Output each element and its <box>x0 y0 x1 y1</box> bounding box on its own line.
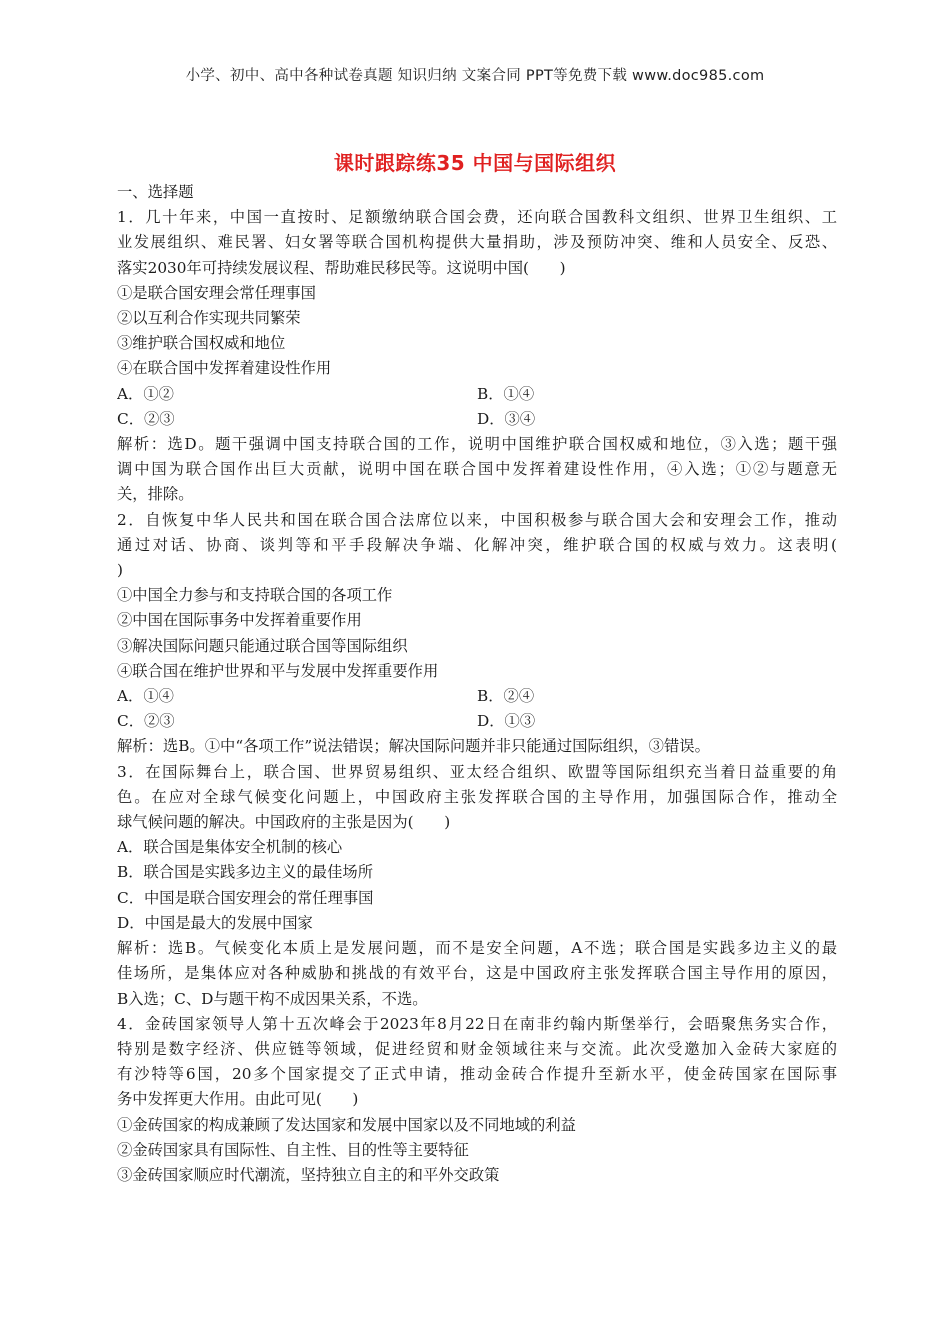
statement-item: ③解决国际问题只能通过联合国等国际组织 <box>117 636 408 655</box>
question-stem-line: 2．自恢复中华人民共和国在联合国合法席位以来，中国积极参与联合国大会和安理会工作，推动 <box>117 510 837 529</box>
question-stem-line: 通过对话、协商、谈判等和平手段解决争端、化解冲突，维护联合国的权威与效力。这表明( <box>117 535 837 554</box>
question-stem-line: 色。在应对全球气候变化问题上，中国政府主张发挥联合国的主导作用，加强国际合作，推动全 <box>117 787 837 806</box>
analysis-line: 佳场所，是集体应对各种威胁和挑战的有效平台，这是中国政府主张发挥联合国主导作用的原因， <box>117 964 837 983</box>
question-3 <box>117 760 837 1012</box>
answer-option: B．①④ <box>477 384 535 403</box>
answer-options-row <box>117 407 837 432</box>
analysis-line: 调中国为联合国作出巨大贡献，说明中国在联合国中发挥着建设性作用，④入选；①②与题意无 <box>117 460 837 479</box>
question-stem-line: 有沙特等6国，20多个国家提交了正式申请，推动金砖合作提升至新水平，使金砖国家在国际事 <box>117 1065 837 1084</box>
question-1 <box>117 205 837 507</box>
question-stem-line: 3．在国际舞台上，联合国、世界贸易组织、亚太经合组织、欧盟等国际组织充当着日益重要的角 <box>117 762 837 781</box>
page-header-banner: 小学、初中、高中各种试卷真题 知识归纳 文案合同 PPT等免费下载 www.doc985.com <box>185 68 765 84</box>
statement-item: ①金砖国家的构成兼顾了发达国家和发展中国家以及不同地域的利益 <box>117 1115 576 1134</box>
question-stem-line: ) <box>117 561 123 580</box>
answer-option: A．①④ <box>117 687 174 706</box>
statement-item: ②金砖国家具有国际性、自主性、目的性等主要特征 <box>117 1140 469 1159</box>
question-4 <box>117 1012 837 1188</box>
answer-option: D．中国是最大的发展中国家 <box>117 913 313 932</box>
statement-item: ②中国在国际事务中发挥着重要作用 <box>117 611 362 630</box>
question-stem-line: 4．金砖国家领导人第十五次峰会于2023年8月22日在南非约翰内斯堡举行，会晤聚焦务实合作， <box>117 1014 837 1033</box>
statement-item: ③维护联合国权威和地位 <box>117 334 286 353</box>
statement-item: ④联合国在维护世界和平与发展中发挥重要作用 <box>117 661 439 680</box>
answer-options-row <box>117 684 837 709</box>
statement-item: ①是联合国安理会常任理事国 <box>117 283 316 302</box>
analysis-line: B入选；C、D与题干构不成因果关系，不选。 <box>117 989 428 1008</box>
answer-option: B．联合国是实践多边主义的最佳场所 <box>117 863 373 882</box>
question-stem-line: 业发展组织、难民署、妇女署等联合国机构提供大量捐助，涉及预防冲突、维和人员安全、反恐、 <box>117 233 837 252</box>
answer-option: A．联合国是集体安全机制的核心 <box>117 838 343 857</box>
question-stem-line: 务中发挥更大作用。由此可见( ) <box>117 1090 359 1109</box>
answer-options-row <box>117 709 837 734</box>
question-stem-line: 特别是数字经济、供应链等领域，促进经贸和财金领域往来与交流。此次受邀加入金砖大家庭的 <box>117 1039 837 1058</box>
answer-option: D．①③ <box>477 712 536 731</box>
answer-option: C．②③ <box>117 712 175 731</box>
section-heading: 一、选择题 <box>117 183 194 201</box>
analysis-line: 解析：选D。题干强调中国支持联合国的工作，说明中国维护联合国权威和地位，③入选；题干强 <box>117 435 837 454</box>
page-title: 课时跟踪练35 中国与国际组织 <box>333 151 617 175</box>
statement-item: ④在联合国中发挥着建设性作用 <box>117 359 332 378</box>
statement-item: ③金砖国家顺应时代潮流，坚持独立自主的和平外交政策 <box>117 1165 500 1184</box>
answer-option: C．中国是联合国安理会的常任理事国 <box>117 888 374 907</box>
statement-item: ②以互利合作实现共同繁荣 <box>117 309 301 328</box>
question-stem-line: 落实2030年可持续发展议程、帮助难民移民等。这说明中国( ) <box>117 258 566 277</box>
statement-item: ①中国全力参与和支持联合国的各项工作 <box>117 586 393 605</box>
question-stem-line: 球气候问题的解决。中国政府的主张是因为( ) <box>117 813 451 832</box>
analysis-line: 解析：选B。①中“各项工作”说法错误；解决国际问题并非只能通过国际组织，③错误。 <box>117 737 710 756</box>
question-stem-line: 1．几十年来，中国一直按时、足额缴纳联合国会费，还向联合国教科文组织、世界卫生组织、工 <box>117 208 837 227</box>
answer-options-row <box>117 382 837 407</box>
answer-option: C．②③ <box>117 409 175 428</box>
analysis-line: 关，排除。 <box>117 485 194 504</box>
analysis-line: 解析：选B。气候变化本质上是发展问题，而不是安全问题，A不选；联合国是实践多边主义的最 <box>117 939 837 958</box>
question-2 <box>117 508 837 760</box>
answer-option: A．①② <box>117 384 174 403</box>
answer-option: B．②④ <box>477 687 535 706</box>
document-body <box>117 180 837 1188</box>
answer-option: D．③④ <box>477 409 536 428</box>
